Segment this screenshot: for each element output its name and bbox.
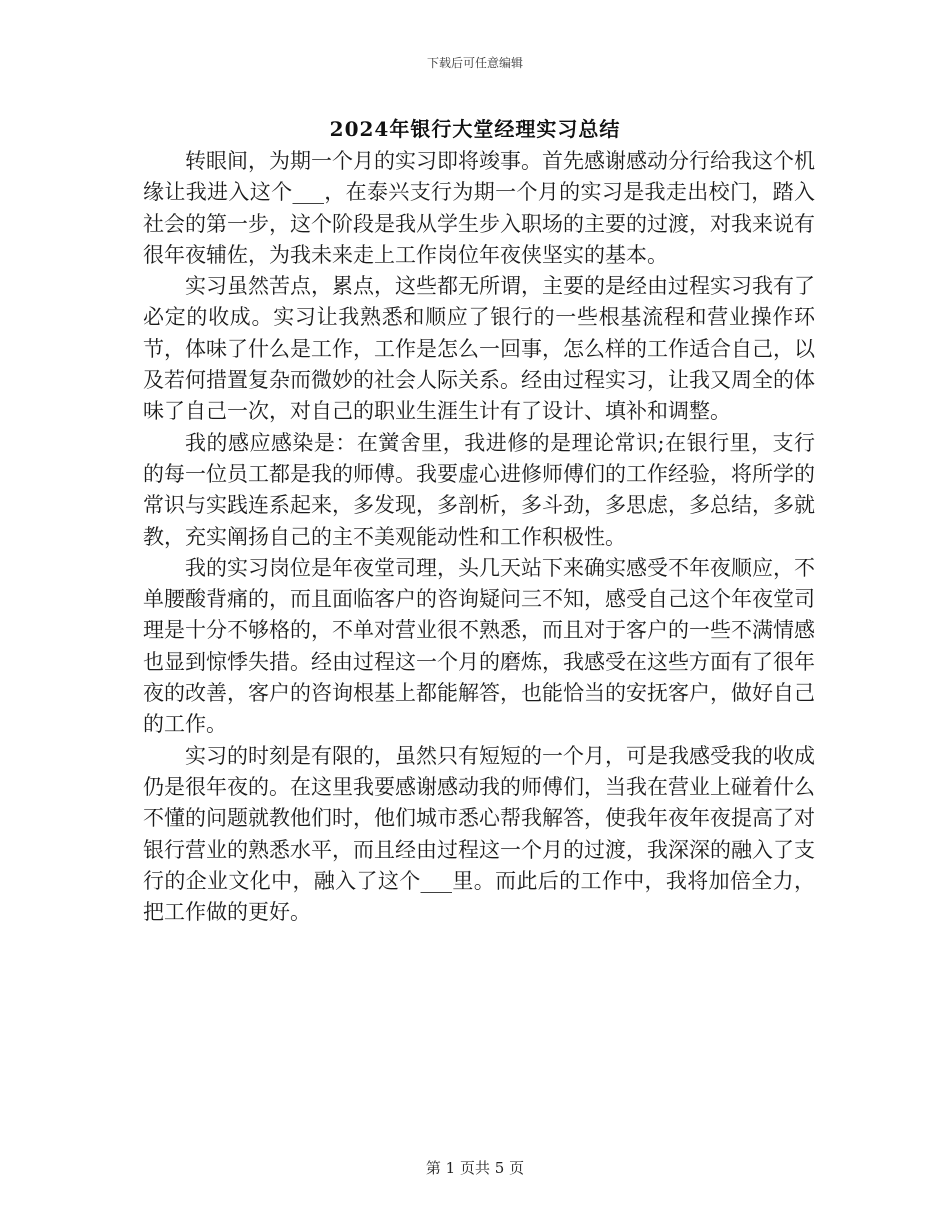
paragraph-5: 实习的时刻是有限的，虽然只有短短的一个月，可是我感受我的收成仍是很年夜的。在这里我要感谢感动我的师傅们，当我在营业上碰着什么不懂的问题就教他们时，他们城市悉心帮我解答，使我年夜年夜提高了对银行营业的熟悉水平，而且经由过程这一个月的过渡，我深深的融入了支行的企业文化中，融入了这个___里。而此后的工作中，我将加倍全力，把工作做的更好。	[143, 743, 815, 925]
paragraph-4: 我的实习岗位是年夜堂司理，头几天站下来确实感受不年夜顺应，不单腰酸背痛的，而且面临客户的咨询疑问三不知，感受自己这个年夜堂司理是十分不够格的，不单对营业很不熟悉，而且对于客户的一些不满情感也显到惊悸失措。经由过程这一个月的磨炼，我感受在这些方面有了很年夜的改善，客户的咨询根基上都能解答，也能恰当的安抚客户，做好自己的工作。	[143, 555, 815, 737]
document-body	[143, 146, 815, 928]
paragraph-3: 我的感应感染是：在黉舍里，我进修的是理论常识;在银行里，支行的每一位员工都是我的师傅。我要虚心进修师傅们的工作经验，将所学的常识与实践连系起来，多发现，多剖析，多斗劲，多思虑，多总结，多就教，充实阐扬自己的主不美观能动性和工作积极性。	[143, 430, 815, 549]
header-note: 下载后可任意编辑	[426, 56, 523, 70]
page-footer: 第 1 页共 5 页	[425, 1159, 525, 1177]
paragraph-2: 实习虽然苦点，累点，这些都无所谓，主要的是经由过程实习我有了必定的收成。实习让我熟悉和顺应了银行的一些根基流程和营业操作环节，体味了什么是工作，工作是怎么一回事，怎么样的工作适合自己，以及若何措置复杂而微妙的社会人际关系。经由过程实习，让我又周全的体味了自己一次，对自己的职业生涯生计有了设计、填补和调整。	[143, 274, 815, 424]
document-title: 2024年银行大堂经理实习总结	[329, 117, 621, 141]
paragraph-1: 转眼间，为期一个月的实习即将竣事。首先感谢感动分行给我这个机缘让我进入这个___，在泰兴支行为期一个月的实习是我走出校门，踏入社会的第一步，这个阶段是我从学生步入职场的主要的过渡，对我来说有很年夜辅佐，为我未来走上工作岗位年夜侠坚实的基本。	[143, 149, 815, 267]
